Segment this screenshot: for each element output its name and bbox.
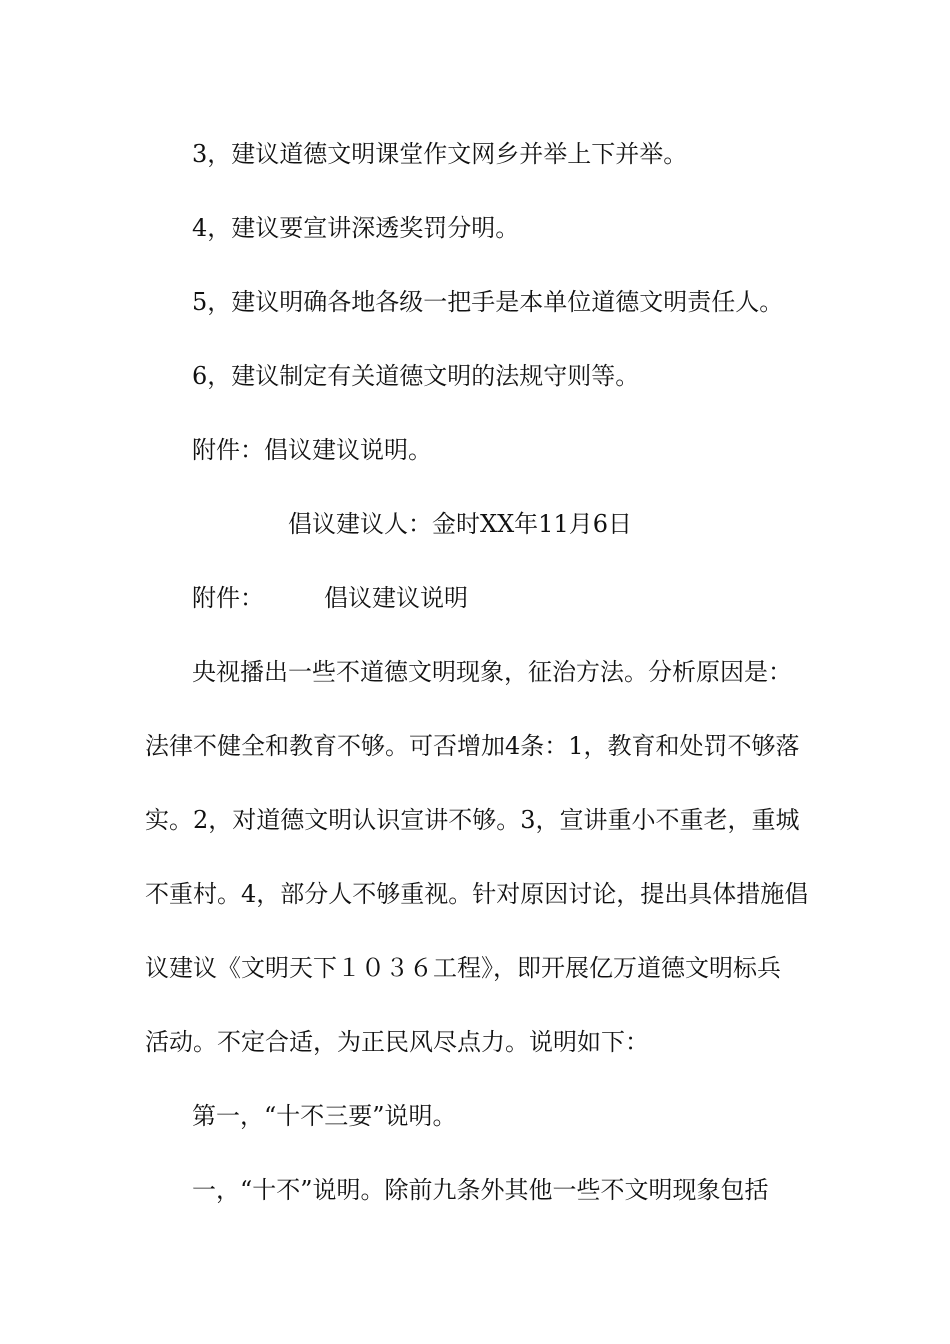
suggestion-6: 6，建议制定有关道德文明的法规守则等。: [192, 362, 640, 390]
signature-line: 倡议建议人：金时XX年11月6日: [288, 510, 632, 538]
suggestion-5: 5，建议明确各地各级一把手是本单位道德文明责任人。: [192, 288, 784, 316]
attachment-note: 附件：倡议建议说明。: [192, 436, 432, 464]
paragraph-line: 法律不健全和教育不够。可否增加4条：1，教育和处罚不够落: [145, 732, 800, 760]
suggestion-3: 3，建议道德文明课堂作文网乡并举上下并举。: [192, 140, 688, 168]
paragraph-line: 实。2，对道德文明认识宣讲不够。3，宣讲重小不重老，重城: [145, 806, 800, 834]
paragraph-line: 不重村。4，部分人不够重视。针对原因讨论，提出具体措施倡: [145, 880, 809, 908]
attachment-heading: 附件： 倡议建议说明: [192, 584, 468, 612]
paragraph-line: 央视播出一些不道德文明现象，征治方法。分析原因是：: [192, 658, 792, 686]
suggestion-4: 4，建议要宣讲深透奖罚分明。: [192, 214, 520, 242]
paragraph-line: 活动。不定合适，为正民风尽点力。说明如下：: [145, 1028, 649, 1056]
paragraph-line: 一，“十不”说明。除前九条外其他一些不文明现象包括: [192, 1176, 769, 1204]
section-heading: 第一，“十不三要”说明。: [192, 1102, 457, 1130]
paragraph-line: 议建议《文明天下１０３６工程》，即开展亿万道德文明标兵: [145, 954, 781, 982]
